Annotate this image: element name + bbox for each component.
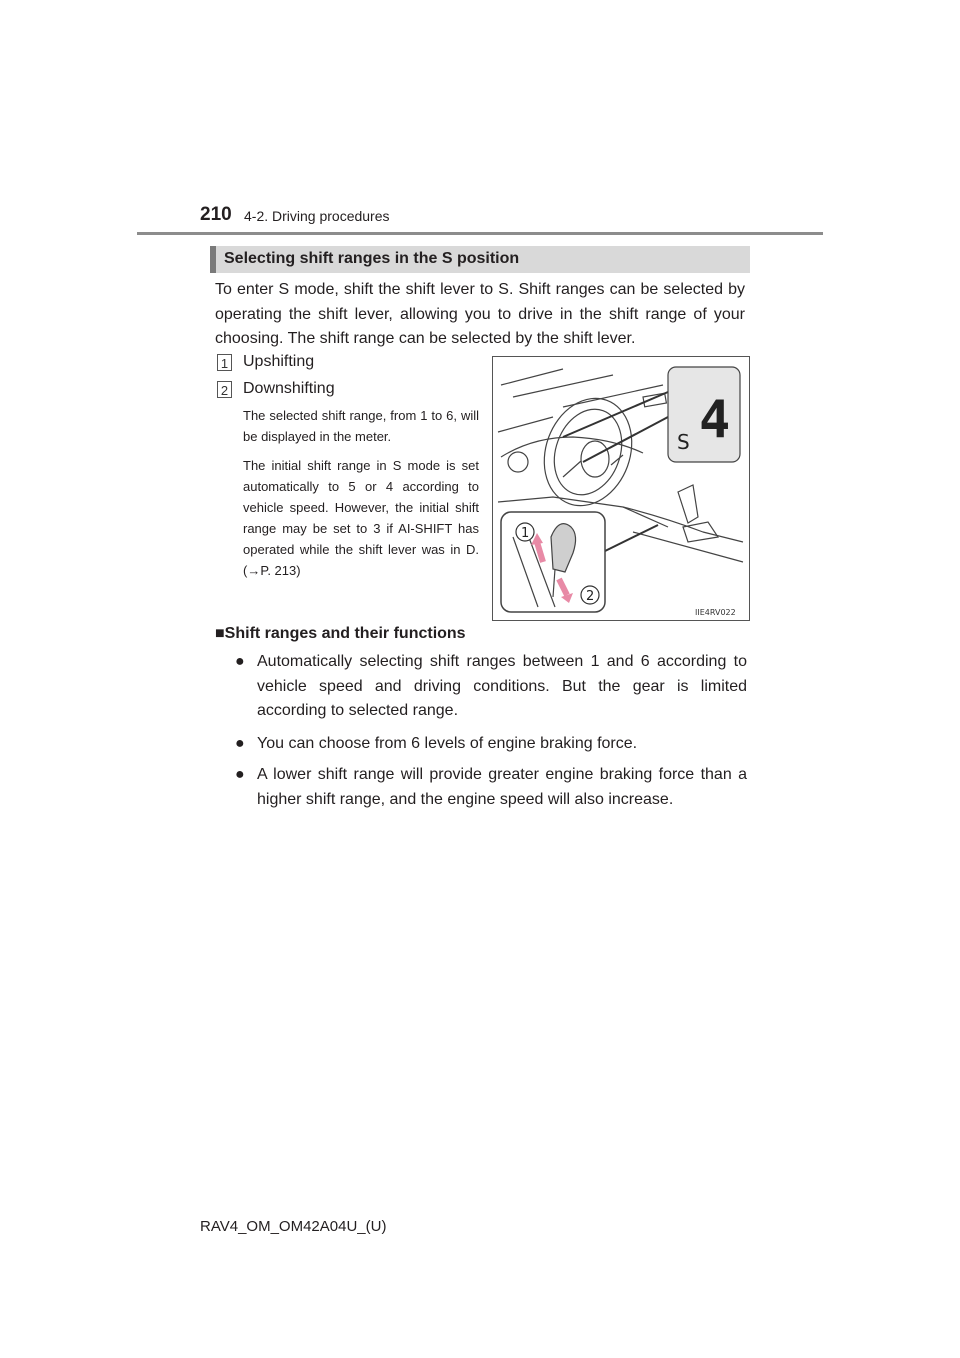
section-heading-text: Selecting shift ranges in the S position (224, 250, 520, 267)
callout-upshift-number: 1 (521, 526, 530, 541)
function-item-1 (235, 650, 747, 724)
header-divider (137, 232, 823, 235)
square-bullet-icon: ■ (215, 625, 225, 642)
step-number-2-icon: 2 (217, 381, 232, 398)
section-heading (210, 246, 750, 273)
function-item-text: You can choose from 6 levels of engine braking force. (257, 735, 638, 752)
functions-heading (215, 625, 466, 643)
shift-lever-illustration (492, 356, 750, 621)
callout-downshift-number: 2 (586, 589, 595, 604)
bullet-icon: ● (235, 766, 245, 783)
heading-accent-bar (210, 246, 216, 273)
illustration-code: IIE4RV022 (695, 608, 736, 617)
dashboard-illustration-svg (493, 357, 749, 620)
document-code: RAV4_OM_OM42A04U_(U) (200, 1218, 387, 1235)
step-upshifting-label: Upshifting (243, 353, 315, 370)
function-item-3 (235, 763, 747, 813)
bullet-icon: ● (235, 653, 245, 670)
chapter-title: 4-2. Driving procedures (244, 208, 390, 224)
function-item-text: Automatically selecting shift ranges between 1 and 6 according to vehicle speed and driving conditions. But the gear is limited according to selected range. (257, 653, 747, 719)
function-item-2 (235, 732, 747, 757)
bullet-icon: ● (235, 735, 245, 752)
meter-range-digit: 4 (699, 390, 731, 450)
function-item-text: A lower shift range will provide greater engine braking force than a higher shift range, and the engine speed will also increase. (257, 766, 747, 808)
functions-heading-text: Shift ranges and their functions (224, 625, 466, 642)
note-meter-display: The selected shift range, from 1 to 6, will be displayed in the meter. (243, 408, 479, 444)
meter-range-letter: S (677, 430, 690, 454)
step-number-1-icon: 1 (217, 354, 232, 371)
page-number: 210 (200, 204, 232, 225)
intro-paragraph: To enter S mode, shift the shift lever to S. Shift ranges can be selected by operating the shift lever, allowing you to drive in the shift range of your choosing. The shift range can be selected by the shift lever. (215, 281, 745, 347)
step-downshifting-label: Downshifting (243, 380, 335, 397)
note-initial-shift-range: The initial shift range in S mode is set automatically to 5 or 4 according to vehicle speed. However, the initial shift range may be set to 3 if AI-SHIFT has operated while the shift lever was in D. (→P. 213) (243, 458, 479, 578)
